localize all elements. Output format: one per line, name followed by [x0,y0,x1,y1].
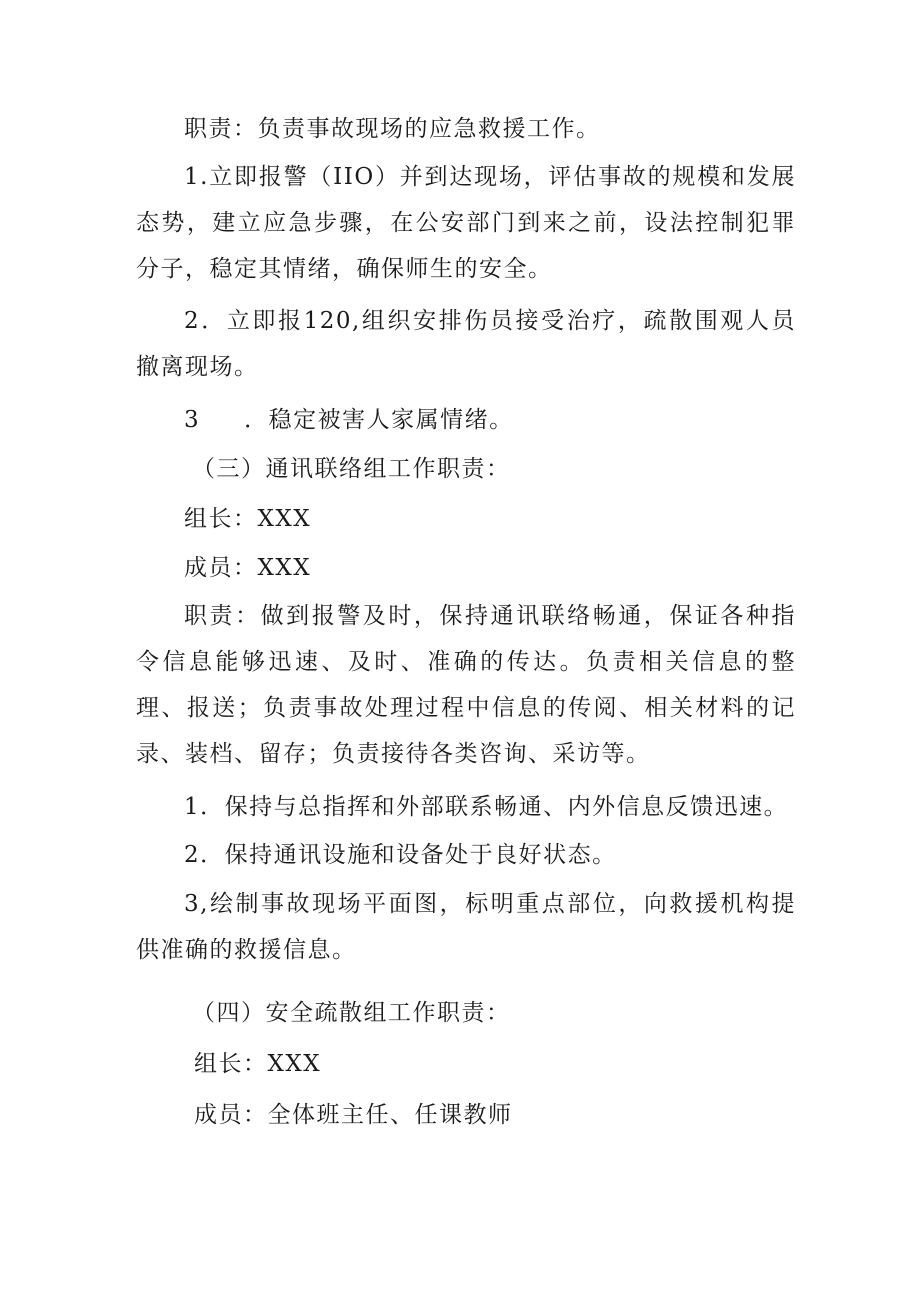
evac-group-members: 成员：全体班主任、任课教师 [194,1102,513,1128]
step-3-number: 3 [184,407,201,433]
section-4-heading: （四）安全疏散组工作职责： [192,1000,511,1026]
step-3-family-paragraph [136,397,796,443]
comm-group-members: 成员：XXX [184,555,312,581]
comm-step-3-paragraph: 3,绘制事故现场平面图，标明重点部位，向救援机构提供准确的救援信息。 [136,891,796,963]
comm-duty-paragraph: 职责：做到报警及时，保持通讯联络畅通，保证各种指令信息能够迅速、及时、准确的传达。负责相关信息的整理、报送；负责事故处理过程中信息的传阅、相关材料的记录、装档、留存；负责接待各类咨询、采访等。 [136,603,796,767]
step-3-text: ．稳定被害人家属情绪。 [244,407,514,433]
evac-group-leader: 组长：XXX [194,1051,322,1077]
step-1-alarm-paragraph: 1.立即报警（IIO）并到达现场，评估事故的规模和发展态势，建立应急步骤，在公安部门到来之前，设法控制犯罪分子，稳定其情绪，确保师生的安全。 [136,164,796,282]
step-2-120-paragraph: 2．立即报120,组织安排伤员接受治疗，疏散围观人员撤离现场。 [136,308,796,380]
duty-rescue-paragraph: 职责：负责事故现场的应急救援工作。 [184,116,601,142]
section-3-heading: （三）通讯联络组工作职责： [192,456,511,482]
comm-step-2-paragraph: 2．保持通讯设施和设备处于良好状态。 [184,842,617,868]
comm-step-1-paragraph: 1．保持与总指挥和外部联系畅通、内外信息反馈迅速。 [184,794,789,820]
comm-group-leader: 组长：XXX [184,506,312,532]
